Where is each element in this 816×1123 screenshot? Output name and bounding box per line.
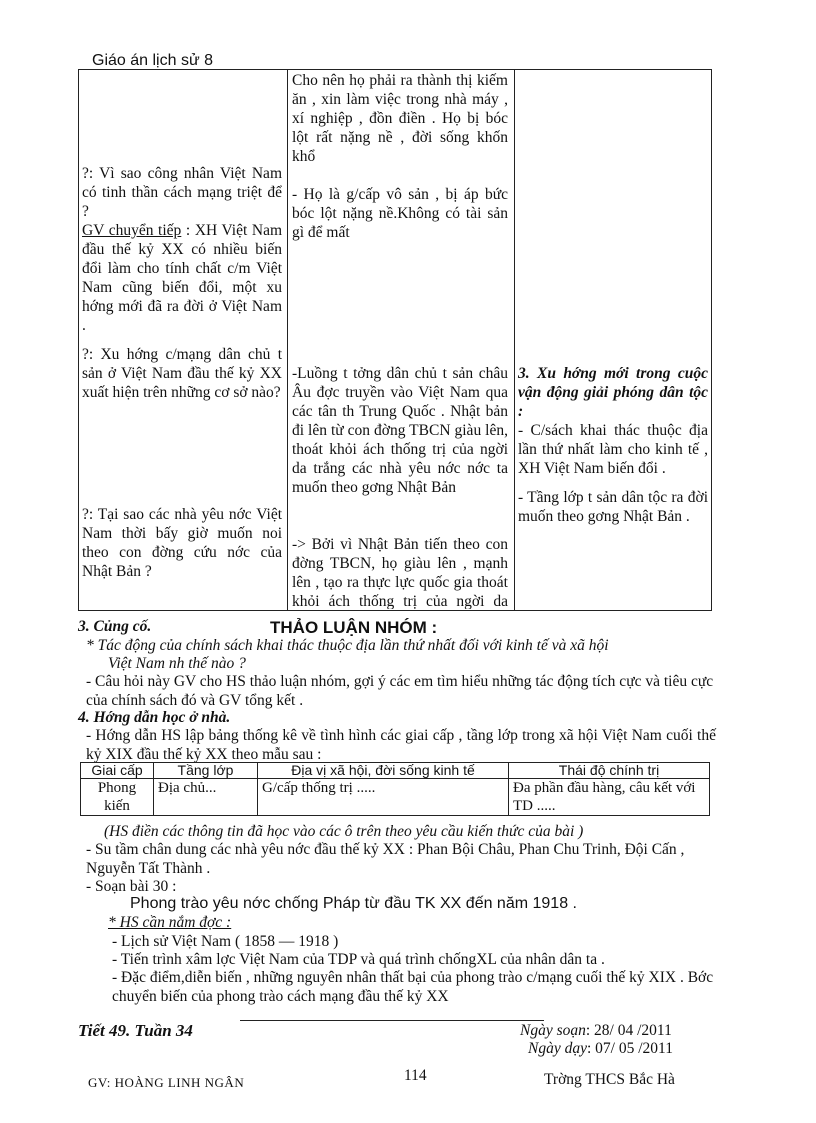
list-item: - Tiến trình xâm lợc Việt Nam của TDP và quá trình chốngXL của nhân dân ta . [112,951,605,968]
content-b2: - Tầng lớp t sản dân tộc ra đời muốn theo gơng Nhật Bản . [518,489,708,525]
table-header: Tầng lớp [154,763,258,779]
page-number: 114 [404,1067,427,1084]
school-name: Trờng THCS Bắc Hà [544,1071,675,1088]
question-1: ?: Vì sao công nhân Việt Nam có tinh thần cách mạng triệt để ? [82,165,282,220]
tiet-tuan: Tiết 49. Tuần 34 [78,1021,193,1040]
content-b1: - C/sách khai thác thuộc địa lần thứ nhất làm cho kinh tế , XH Việt Nam biến đổi . [518,422,708,477]
section-3-heading: 3. Xu hớng mới trong cuộc vận động giải phóng dân tộc : [518,365,708,420]
soan-bai: - Soạn bài 30 : [86,878,177,895]
hs-can-nam: * HS cần nắm đợc : [108,914,232,931]
discussion-note: - Câu hỏi này GV cho HS thảo luận nhóm, gợi ý các em tìm hiểu những tác động tích cực và tiêu cực của chính sách đó và GV tổng kết . [86,673,714,709]
answer-1: Cho nên họ phải ra thành thị kiếm ăn , xin làm việc trong nhà máy , xí nghiệp , đồn điền . Họ bị bóc lột rất nặng nề , đời sống khốn khổ [292,72,508,165]
discussion-question-2: Việt Nam nh thế nào ? [108,655,246,672]
answer-4: -> Bởi vì Nhật Bản tiến theo con đờng TBCN, họ giàu lên , mạnh lên , tạo ra thực lực quốc gia thoát khỏi ách thống trị của ngời da [292,536,508,609]
gv-text: : XH Việt Nam đầu thế kỷ XX có nhiều biến đổi làm cho tính chất c/m Việt Nam cũng biến đổi, một xu hớng mới đã ra đời ở Việt Nam . [82,222,283,334]
table-cell: G/cấp thống trị ..... [258,779,509,816]
gv-label: GV chuyển tiếp [82,222,182,239]
discussion-question: * Tác động của chính sách khai thác thuộc địa lần thứ nhất đối với kinh tế và xã hội [86,637,609,654]
table-cell: Đa phần đầu hàng, câu kết với TD ..... [509,779,710,816]
ngay-day-label: Ngày dạy [528,1040,587,1057]
huong-dan-text: - Hớng dẫn HS lập bảng thống kê về tình hình các giai cấp , tầng lớp trong xã hội Việt Nam cuối thế kỷ XIX đầu thế kỷ XX theo mẫu sau : [86,727,716,763]
hs-note: (HS điền các thông tin đã học vào các ô trên theo yêu cầu kiến thức của bài ) [104,823,584,840]
question-2: ?: Xu hớng c/mạng dân chủ t sản ở Việt Nam đầu thế kỷ XX xuất hiện trên những cơ sở nào? [82,346,282,401]
ngay-day-value: : 07/ 05 /2011 [586,1040,673,1057]
su-tam: - Su tầm chân dung các nhà yêu nớc đầu thế kỷ XX : Phan Bội Châu, Phan Chu Trinh, Đội Cấn , Nguyễn Tất Thành . [86,841,685,877]
cung-co-heading: 3. Củng cố. [78,618,152,635]
table-divider [287,69,288,611]
table-cell: Phong kiến [81,779,154,816]
ngay-soan-value: : 28/ 04 /2011 [585,1022,672,1039]
bai-30-title: Phong trào yêu nớc chống Pháp từ đầu TK XX đến năm 1918 . [130,895,577,912]
answer-3: -Luồng t tởng dân chủ t sản châu Âu đợc truyền vào Việt Nam qua các tân th Trung Quốc . Nhật bản đi lên từ con đờng TBCN giàu lên, thoát khỏi ách thống trị của ngời da trắng các nhà yêu nớc nớc ta muốn theo gơng Nhật Bản [292,365,508,496]
table-header: Địa vị xã hội, đời sống kinh tế [258,763,509,779]
ngay-day [528,1039,673,1058]
huong-dan-heading: 4. Hớng dẫn học ở nhà. [78,709,231,726]
class-statistics-table [80,762,710,816]
list-item: - Lịch sử Việt Nam ( 1858 — 1918 ) [112,933,339,950]
question-3: ?: Tại sao các nhà yêu nớc Việt Nam thời bấy giờ muốn noi theo con đờng cứu nớc của Nhật Bản ? [82,506,282,580]
gv-transition [82,221,282,335]
table-header: Giai cấp [81,763,154,779]
answer-2: - Họ là g/cấp vô sản , bị áp bức bóc lột nặng nề.Không có tài sản gì để mất [292,186,508,241]
list-item: - Đặc điểm,diễn biến , những nguyên nhân thất bại của phong trào c/mạng cuối thế kỷ XIX . Bớc chuyển biến của phong trào cách mạng đầu thế kỷ XX [112,969,714,1005]
page-header-title: Giáo án lịch sử 8 [92,52,213,69]
table-divider [514,69,515,611]
ngay-soan [520,1021,672,1040]
thao-luan-title: THẢO LUẬN NHÓM : [270,618,438,637]
teacher-name: GV: HOÀNG LINH NGÂN [88,1075,245,1090]
table-header: Thái độ chính trị [509,763,710,779]
footer-divider [240,1020,544,1021]
table-cell: Địa chủ... [154,779,258,816]
ngay-soan-label: Ngày soạn [520,1022,586,1039]
